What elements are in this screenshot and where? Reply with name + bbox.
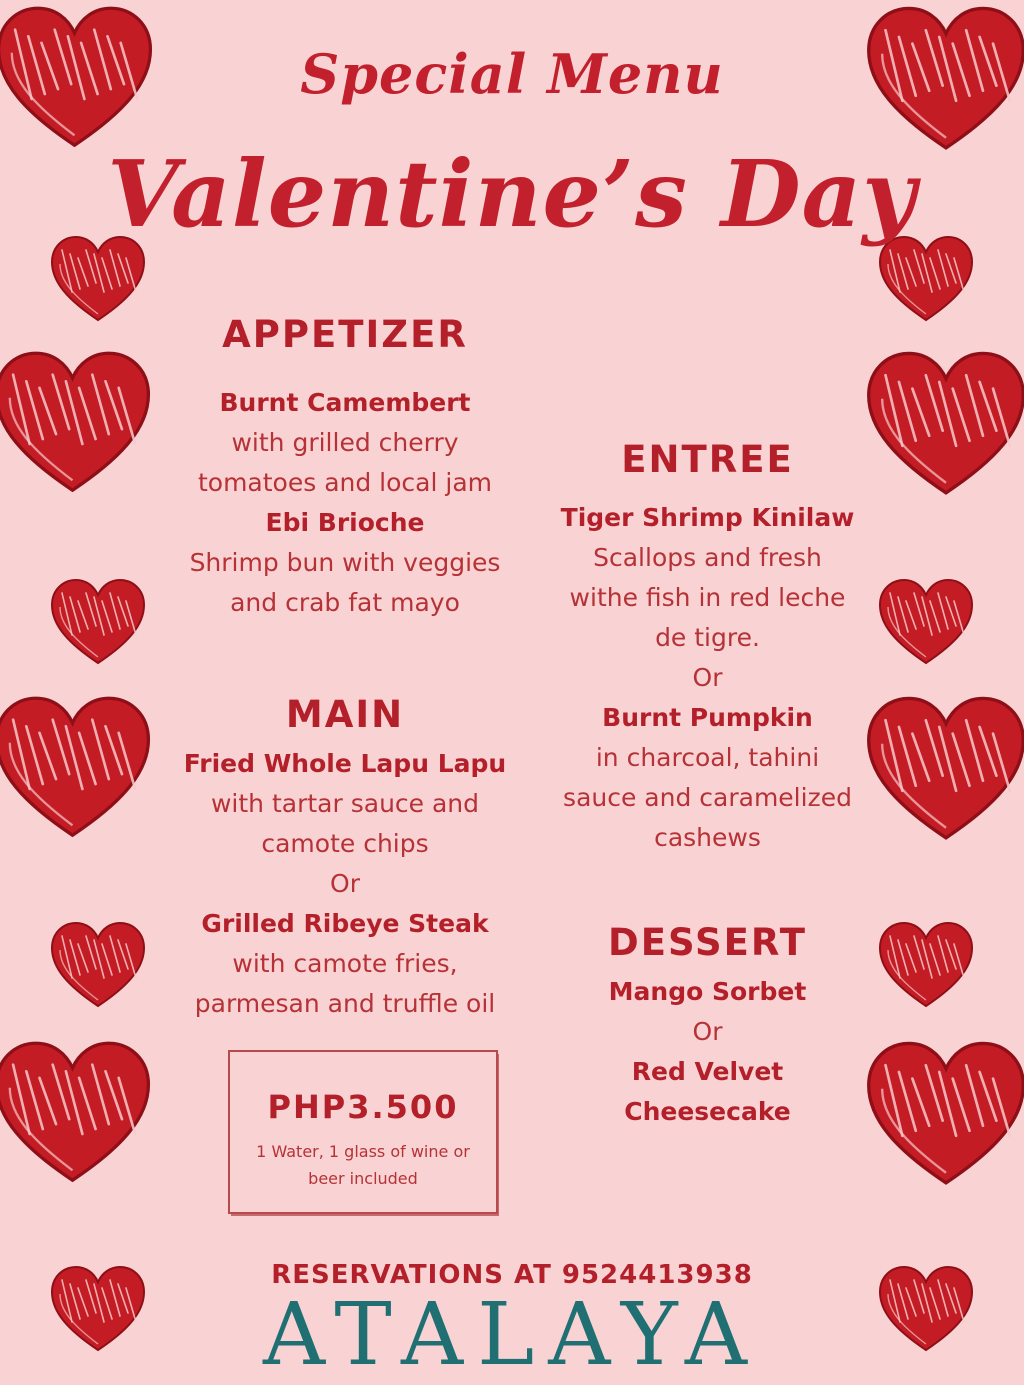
appetizer-line: Burnt Camembert (219, 388, 471, 417)
entree-line: de tigre. (655, 623, 760, 652)
main-line: parmesan and truffle oil (194, 989, 496, 1018)
menu-title: Valentine’s Day (107, 140, 917, 248)
main-line: camote chips (261, 829, 429, 858)
entree-line: cashews (654, 823, 761, 852)
entree-heading: ENTREE (621, 438, 794, 481)
brand-logo: ATALAYA (262, 1285, 762, 1385)
entree-line: Or (692, 663, 723, 692)
entree-line: Burnt Pumpkin (602, 703, 813, 732)
dessert-line: Cheesecake (624, 1097, 791, 1126)
appetizer-line: tomatoes and local jam (197, 468, 493, 497)
heart-icon (0, 690, 155, 842)
dessert-heading: DESSERT (608, 921, 807, 964)
price-box (228, 1050, 498, 1214)
heart-icon (48, 575, 148, 667)
heart-icon (876, 918, 976, 1010)
appetizer-line: Ebi Brioche (265, 508, 425, 537)
dessert-line: Red Velvet (631, 1057, 784, 1086)
dessert-line: Mango Sorbet (608, 977, 807, 1006)
main-line: Fried Whole Lapu Lapu (183, 749, 507, 778)
main-heading: MAIN (285, 693, 405, 736)
appetizer-line: and crab fat mayo (230, 588, 460, 617)
price-note: beer included (308, 1169, 418, 1188)
heart-icon (862, 1035, 1024, 1190)
price-note: 1 Water, 1 glass of wine or (256, 1142, 470, 1161)
appetizer-line: Shrimp bun with veggies (189, 548, 501, 577)
appetizer-heading: APPETIZER (222, 313, 468, 356)
heart-icon (0, 1035, 155, 1187)
entree-line: sauce and caramelized (563, 783, 852, 812)
heart-icon (0, 345, 155, 497)
appetizer-line: with grilled cherry (231, 428, 459, 457)
entree-line: in charcoal, tahini (595, 743, 820, 772)
entree-line: withe fish in red leche (569, 583, 846, 612)
heart-icon (862, 690, 1024, 845)
dessert-line: Or (692, 1017, 723, 1046)
main-line: with camote fries, (232, 949, 458, 978)
entree-line: Tiger Shrimp Kinilaw (560, 503, 855, 532)
reservations-text: RESERVATIONS AT 9524413938 (271, 1260, 753, 1290)
price-amount: PHP3.500 (267, 1088, 459, 1126)
entree-line: Scallops and fresh (593, 543, 822, 572)
heart-icon (48, 918, 148, 1010)
main-line: Grilled Ribeye Steak (201, 909, 489, 938)
heart-icon (862, 345, 1024, 500)
menu-subtitle: Special Menu (300, 42, 724, 106)
heart-icon (876, 575, 976, 667)
main-line: Or (330, 869, 360, 898)
main-line: with tartar sauce and (210, 789, 480, 818)
